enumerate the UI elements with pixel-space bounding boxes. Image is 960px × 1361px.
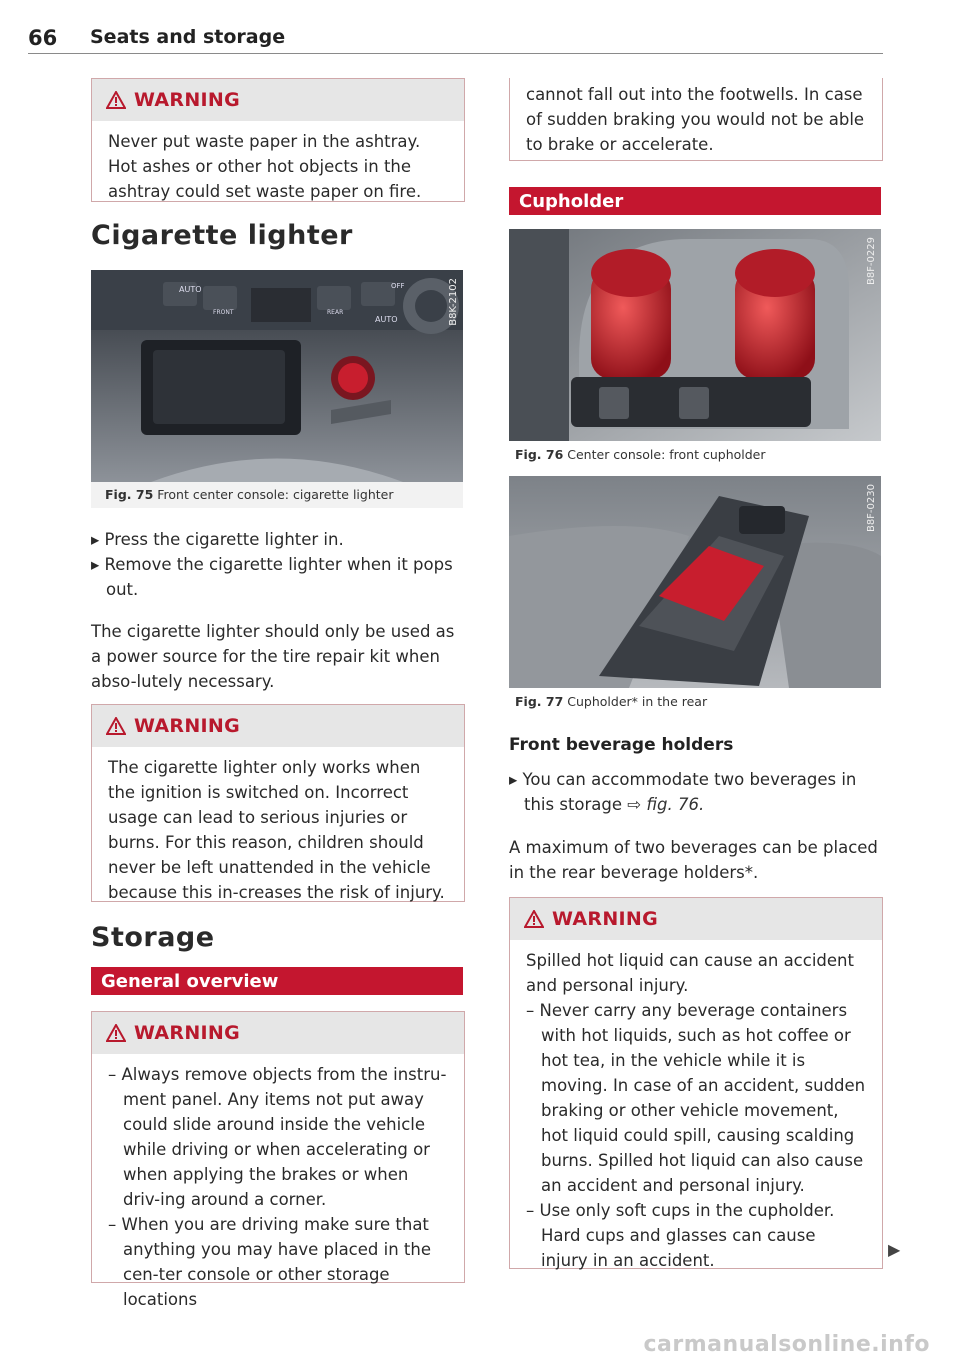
figure-75-caption [91, 482, 463, 508]
figure-number: Fig. 77 [515, 694, 564, 709]
front-cupholder-photo [509, 229, 881, 441]
warning-label: WARNING [134, 1022, 241, 1044]
figure-caption-text: Cupholder* in the rear [567, 694, 708, 709]
figure-77-caption [509, 689, 881, 715]
warning-box-storage [91, 1011, 465, 1309]
warning-triangle-icon [524, 910, 544, 928]
warning-box-hot-liquid [509, 897, 883, 1269]
figure-76-caption [509, 442, 881, 468]
warning-box-lighter [91, 704, 465, 902]
list-item: ▸ Press the cigarette lighter in. [91, 530, 344, 549]
warning-intro: Spilled hot liquid can cause an accident and personal injury. [526, 951, 854, 995]
warning-header [92, 705, 464, 747]
figure-reference-link[interactable]: ⇨ fig. 76. [627, 795, 705, 814]
heading-storage: Storage [91, 922, 215, 953]
warning-label: WARNING [134, 715, 241, 737]
warning-header [92, 79, 464, 121]
list-item: ▸ Remove the cigarette lighter when it pops out. [91, 555, 453, 599]
header-divider [28, 53, 883, 54]
warning-label: WARNING [134, 89, 241, 111]
warning-triangle-icon [106, 1024, 126, 1042]
label-auto-right: AUTO [375, 315, 398, 324]
figure-77-image [509, 476, 881, 688]
figure-76-image [509, 229, 881, 441]
list-item: – Use only soft cups in the cupholder. Hard cups and glasses can cause injury in an accident. [526, 1201, 835, 1270]
section-bar-cupholder: Cupholder [509, 187, 881, 215]
lighter-paragraph: The cigarette lighter should only be used as a power source for the tire repair kit when abso-lutely necessary. [91, 622, 455, 691]
figure-code: B8K-2102 [448, 278, 459, 326]
warning-triangle-icon [106, 717, 126, 735]
warning-box-continued [509, 78, 883, 161]
page-number: 66 [28, 26, 58, 50]
warning-header [92, 1012, 464, 1054]
list-item: ▸ You can accommodate two beverages in this storage ⇨ fig. 76. [509, 770, 857, 814]
label-off: OFF [391, 282, 405, 290]
figure-code: B8F-0229 [866, 237, 877, 286]
heading-front-beverage-holders: Front beverage holders [509, 735, 734, 755]
figure-number: Fig. 76 [515, 447, 564, 462]
warning-content [510, 940, 882, 1283]
label-auto-left: AUTO [179, 285, 202, 294]
rear-cupholder-photo [509, 476, 881, 688]
label-rear: REAR [327, 309, 344, 316]
warning-triangle-icon [106, 91, 126, 109]
section-title: Seats and storage [90, 26, 286, 48]
warning-text: The cigarette lighter only works when the ignition is switched on. Incorrect usage can lead to serious injuries or burns. For this reason, children should never be left unattended in the vehicle because this in-creases the risk of injury. [108, 758, 445, 902]
continue-arrow-icon: ▶ [888, 1240, 901, 1259]
figure-caption-text: Front center console: cigarette lighter [157, 487, 394, 502]
heading-cigarette-lighter: Cigarette lighter [91, 220, 353, 251]
warning-label: WARNING [552, 908, 659, 930]
rear-holders-paragraph: A maximum of two beverages can be placed in the rear beverage holders*. [509, 838, 878, 882]
figure-number: Fig. 75 [105, 487, 154, 502]
figure-caption-text: Center console: front cupholder [567, 447, 766, 462]
list-item: – When you are driving make sure that anything you may have placed in the cen-ter console or other storage locations [108, 1215, 431, 1309]
watermark: carmanualsonline.info [643, 1332, 930, 1357]
warning-box-ashtray [91, 78, 465, 202]
label-front: FRONT [213, 309, 234, 316]
warning-header [510, 898, 882, 940]
warning-text: cannot fall out into the footwells. In case of sudden braking you would not be able to brake or accelerate. [526, 85, 865, 154]
cigarette-lighter-photo [91, 270, 463, 482]
section-bar-general-overview: General overview [91, 967, 463, 995]
list-item: – Always remove objects from the instru-ment panel. Any items not put away could slide around inside the vehicle while driving or when accelerating or when applying the brakes or when driv-ing around a corner. [108, 1065, 447, 1209]
list-item: – Never carry any beverage containers with hot liquids, such as hot coffee or hot tea, in the vehicle while it is moving. In case of an accident, sudden braking or other vehicle movement, hot liquid could spill, causing scalding burns. Spilled hot liquid can also cause an accident and personal injury. [526, 1001, 866, 1195]
warning-text: Never put waste paper in the ashtray. Hot ashes or other hot objects in the ashtray could set waste paper on fire. [108, 132, 422, 201]
lighter-steps [91, 527, 463, 602]
warning-list [92, 1054, 464, 1322]
figure-code: B8F-0230 [866, 484, 877, 533]
figure-75-image [91, 270, 463, 482]
front-holders-step [509, 767, 881, 817]
